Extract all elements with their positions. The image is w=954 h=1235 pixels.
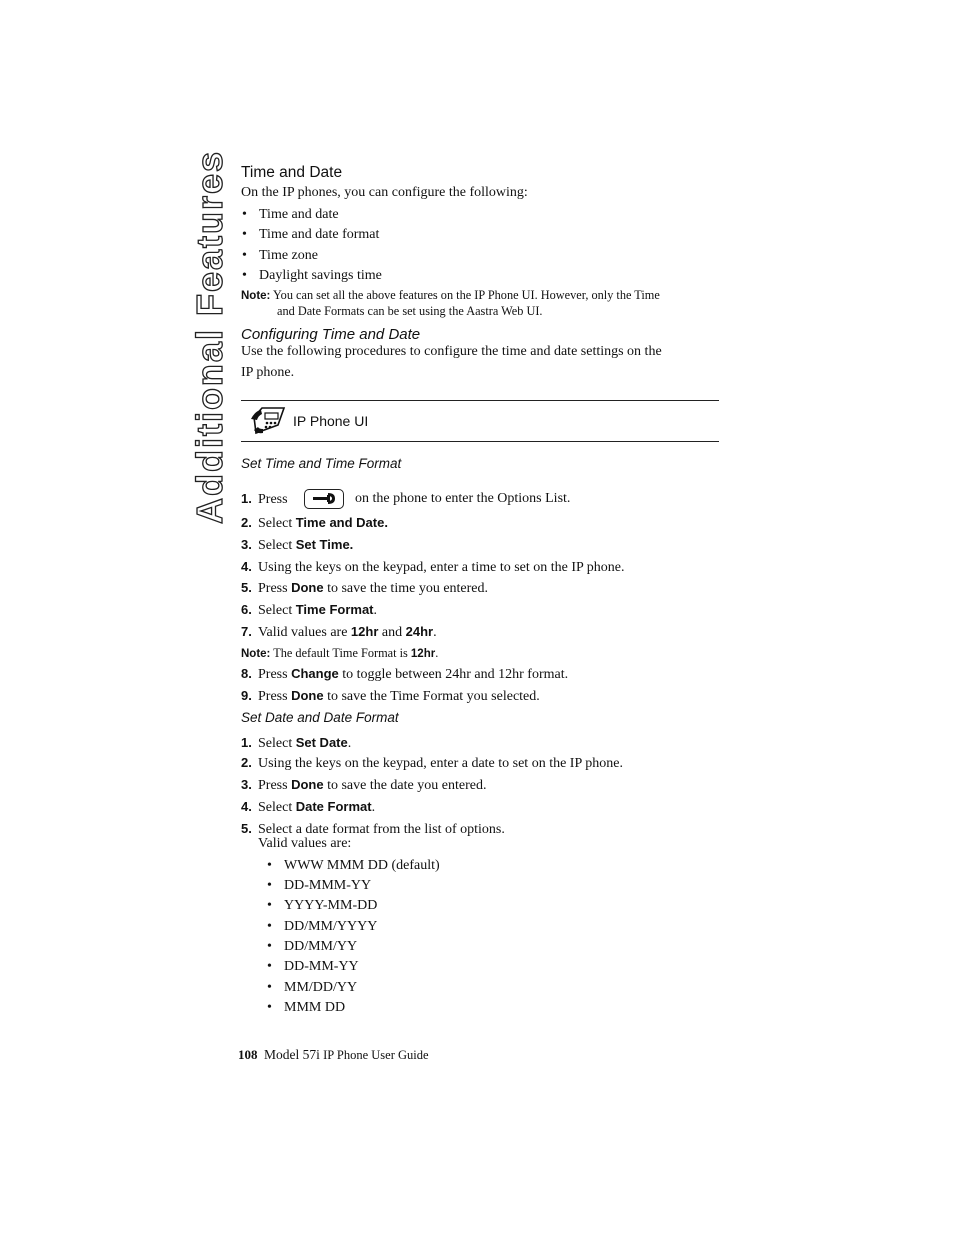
sub-intro-text-cont: IP phone. [241, 365, 295, 380]
step-time-2: 2. Select Time and Date. [241, 515, 388, 531]
feature-item: • Daylight savings time [242, 268, 382, 283]
page-footer [238, 1047, 429, 1063]
note-time-format: Note: The default Time Format is 12hr. [241, 646, 439, 660]
step-time-6: 6. Select Time Format. [241, 602, 377, 618]
date-format-option: • DD/MM/YY [267, 939, 358, 954]
sub-intro-text: Use the following procedures to configure the time and date settings on the [241, 344, 662, 359]
divider-top [241, 400, 719, 401]
step-time-8: 8. Press Change to toggle between 24hr and 12hr format. [241, 666, 569, 682]
step-date-5-cont: Valid values are: [258, 836, 352, 851]
step-time-1: 1. Press [241, 491, 288, 507]
intro-text: On the IP phones, you can configure the following: [241, 185, 528, 200]
date-format-option: • YYYY-MM-DD [267, 898, 378, 913]
date-format-option: • DD-MMM-YY [267, 878, 372, 893]
side-banner [178, 149, 242, 525]
step-date-3: 3. Press Done to save the date you entered. [241, 777, 487, 793]
step-time-7: 7. Valid values are 12hr and 24hr. [241, 624, 437, 640]
procedure-title-date: Set Date and Date Format [241, 710, 399, 725]
step-time-4: 4. Using the keys on the keypad, enter a time to set on the IP phone. [241, 559, 625, 575]
procedure-title-time: Set Time and Time Format [241, 456, 402, 471]
date-format-option: • MMM DD [267, 1000, 346, 1015]
feature-item: • Time and date [242, 207, 339, 222]
date-format-option: • WWW MMM DD (default) [267, 858, 440, 873]
step-date-5: 5. Select a date format from the list of options. [241, 821, 505, 837]
subsection-title: Configuring Time and Date [241, 326, 421, 343]
step-time-5: 5. Press Done to save the time you entered. [241, 580, 489, 596]
side-banner-text: Additional Features [189, 149, 230, 525]
step-date-4: 4. Select Date Format. [241, 799, 376, 815]
ip-phone-ui-label: IP Phone UI [293, 413, 369, 429]
step-date-1: 1. Select Set Date. [241, 735, 352, 751]
date-format-option: • MM/DD/YY [267, 980, 358, 995]
step-time-1-cont: on the phone to enter the Options List. [355, 491, 571, 506]
section-title: Time and Date [241, 164, 343, 181]
options-key-icon [304, 489, 344, 509]
page-number: 108 [238, 1047, 258, 1062]
footer-model: Model 57i [264, 1047, 320, 1062]
step-date-2: 2. Using the keys on the keypad, enter a date to set on the IP phone. [241, 755, 623, 771]
divider-bottom [241, 441, 719, 442]
step-time-3: 3. Select Set Time. [241, 537, 354, 553]
feature-item: • Time zone [242, 248, 318, 263]
note-features-cont: and Date Formats can be set using the Aastra Web UI. [277, 304, 543, 318]
date-format-option: • DD/MM/YYYY [267, 919, 378, 934]
date-format-option: • DD-MM-YY [267, 959, 359, 974]
note-features: Note: You can set all the above features on the IP Phone UI. However, only the Time [241, 288, 660, 302]
feature-item: • Time and date format [242, 227, 380, 242]
phone-icon [248, 405, 286, 437]
step-time-9: 9. Press Done to save the Time Format you selected. [241, 688, 540, 704]
footer-guide: IP Phone User Guide [323, 1048, 429, 1062]
